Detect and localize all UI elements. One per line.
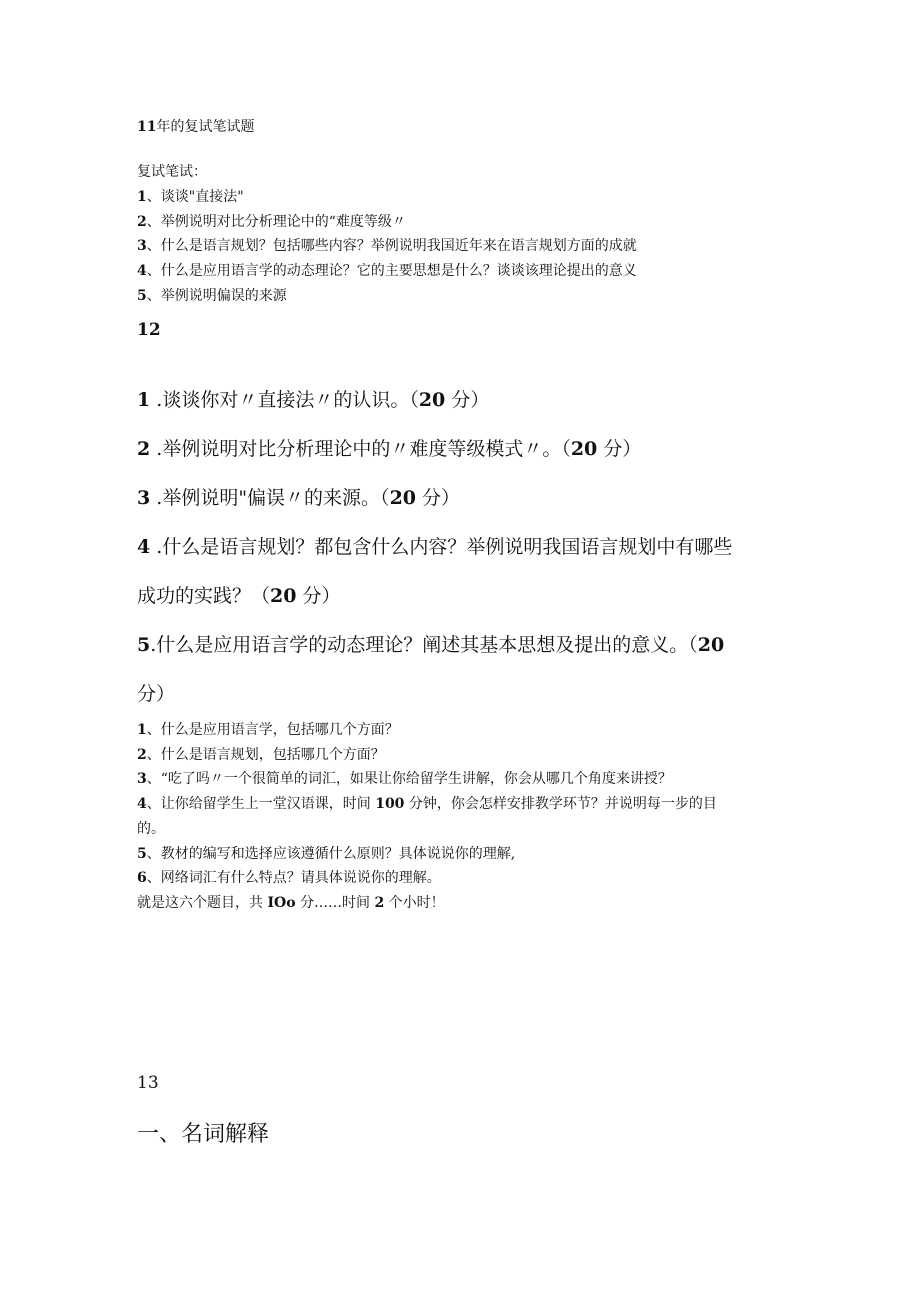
q-num: 4: [137, 536, 151, 558]
q-text: .举例说明对比分析理论中的〃难度等级模式〃。（: [150, 438, 571, 460]
sec12-question-5: [137, 630, 724, 657]
sec12-item: [137, 843, 515, 863]
closing-bold: IOo: [267, 895, 296, 911]
item-text: 、网络词汇有什么特点？请具体说说你的理解。: [146, 870, 441, 886]
item-text: 、什么是语言规划，包括哪几个方面？: [146, 747, 385, 763]
sec12-item: [137, 867, 441, 887]
sec12-question-2: [137, 434, 641, 461]
q-text: 成功的实践？（: [137, 585, 271, 607]
item-num: 1: [137, 189, 147, 205]
sec13-part-title: 一、名词解释: [137, 1122, 270, 1147]
q-tail: 分）: [445, 389, 490, 411]
sec11-intro: 复试笔试：: [137, 164, 207, 180]
item-text: 、什么是应用语言学，包括哪几个方面？: [146, 722, 399, 738]
item-num: 4: [137, 263, 147, 279]
q-num: 5: [137, 634, 151, 656]
closing-bold: 2: [374, 895, 385, 911]
item-num: 3: [137, 771, 147, 787]
q-num: 2: [137, 438, 151, 460]
item-text: 、举例说明偏误的来源: [146, 288, 287, 304]
item-num: 5: [137, 288, 147, 304]
item-num: 2: [137, 747, 147, 763]
closing-text: 个小时！: [384, 895, 445, 911]
q-score: 20: [270, 585, 297, 607]
item-text: 、让你给留学生上一堂汉语课，时间: [146, 796, 376, 812]
closing-text: 分……时间: [295, 895, 375, 911]
q-text: .什么是语言规划？都包含什么内容？举例说明我国语言规划中有哪些: [150, 536, 733, 558]
sec11-title-text: 年的复试笔试题: [156, 119, 255, 135]
q-text: .举例说明"偏误〃的来源。（: [150, 487, 390, 509]
q-text: .谈谈你对〃直接法〃的认识。（: [150, 389, 419, 411]
item-num: 1: [137, 722, 147, 738]
item-text: 、什么是应用语言学的动态理论？它的主要思想是什么？谈谈该理论提出的意义: [146, 263, 637, 279]
item-text: 、举例说明对比分析理论中的“难度等级〃: [146, 214, 406, 230]
sec12-item: [137, 768, 672, 788]
item-text: 、什么是语言规划？包括哪些内容？举例说明我国近年来在语言规划方面的成就: [146, 238, 637, 254]
item-num: 3: [137, 238, 147, 254]
q-num: 1: [137, 389, 151, 411]
sec12-question-4-cont: [137, 581, 341, 608]
q-tail: 分）: [416, 487, 461, 509]
sec13-heading: 13: [137, 1073, 159, 1093]
sec12-closing: [137, 892, 445, 912]
sec11-item: [137, 211, 406, 231]
item-bold-number: 100: [375, 796, 405, 812]
item-text: 、“吃了吗〃一个很简单的词汇，如果让你给留学生讲解，你会从哪几个角度来讲授？: [146, 771, 672, 787]
sec12-question-4: [137, 532, 732, 559]
sec12-item: [137, 719, 399, 739]
sec11-item: [137, 285, 287, 305]
item-num: 4: [137, 796, 147, 812]
sec11-item: [137, 260, 637, 280]
item-text: 分钟，你会怎样安排教学环节？并说明每一步的目: [404, 796, 717, 812]
q-tail: 分）: [597, 438, 642, 460]
item-text: 、教材的编写和选择应该遵循什么原则？具体说说你的理解,: [146, 846, 516, 862]
q-score: 20: [697, 634, 725, 656]
sec12-item: [137, 744, 385, 764]
sec11-item: [137, 235, 637, 255]
item-num: 5: [137, 846, 147, 862]
sec11-item: [137, 186, 244, 206]
sec12-item-cont: 的。: [137, 821, 165, 837]
item-num: 2: [137, 214, 147, 230]
q-score: 20: [389, 487, 417, 509]
sec12-question-1: [137, 385, 489, 412]
sec11-title: [137, 116, 254, 136]
item-num: 6: [137, 870, 147, 886]
sec11-title-num: 11: [137, 119, 157, 135]
sec12-item: [137, 793, 717, 813]
sec12-heading: 12: [137, 320, 161, 340]
item-text: 、谈谈"直接法": [146, 189, 244, 205]
sec12-question-5-cont: 分）: [137, 683, 176, 705]
closing-text: 就是这六个题目，共: [137, 895, 268, 911]
q-tail: 分）: [296, 585, 341, 607]
sec12-question-3: [137, 483, 460, 510]
q-num: 3: [137, 487, 151, 509]
q-score: 20: [570, 438, 598, 460]
q-text: .什么是应用语言学的动态理论？阐述其基本思想及提出的意义。（: [150, 634, 698, 656]
q-score: 20: [418, 389, 446, 411]
